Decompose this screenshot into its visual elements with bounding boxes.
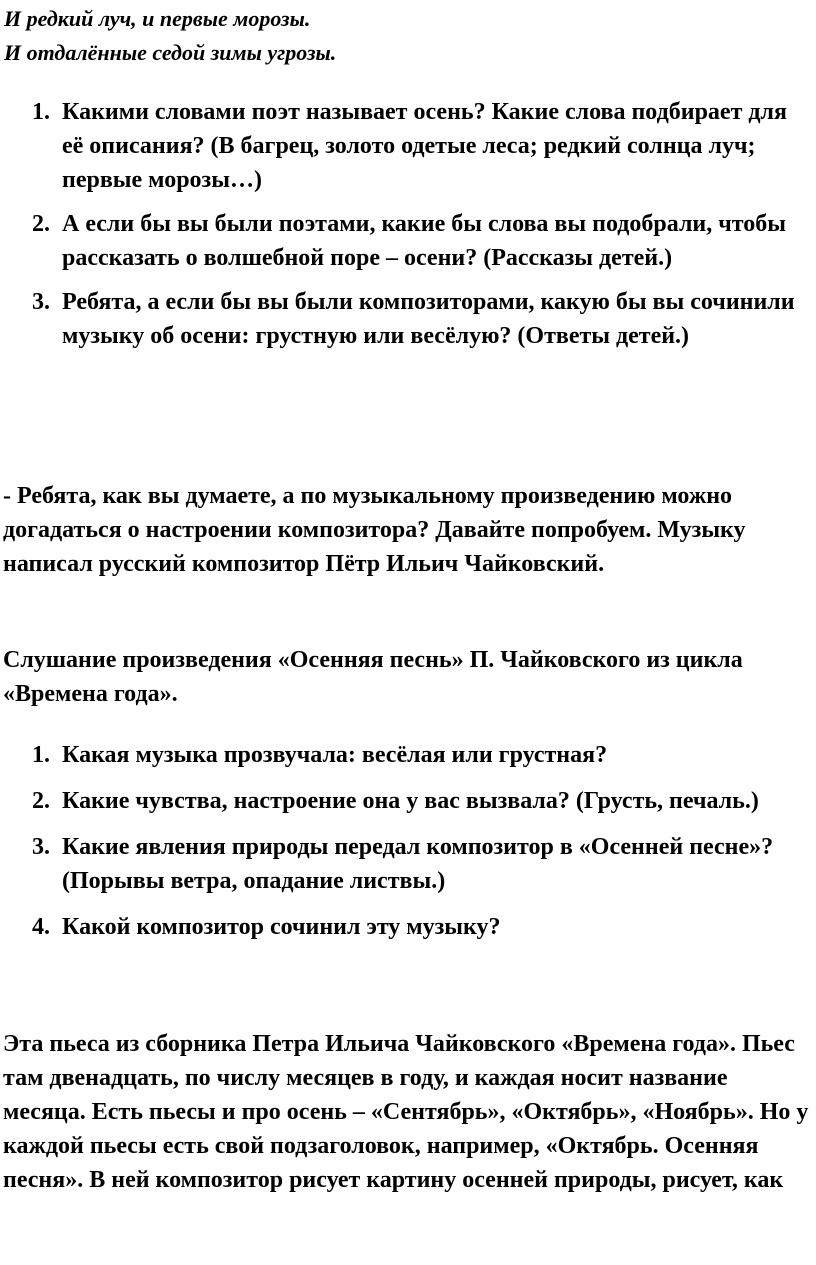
- paragraph-composer-intro: - Ребята, как вы думаете, а по музыкальному произведению можно догадаться о настроении композитора? Давайте попробуем. Музыку написал русский композитор Пётр Ильич Чайковский.: [3, 483, 746, 577]
- list-item-text: Какие явления природы передал композитор в «Осенней песне»? (Порывы ветра, опадание листвы.): [62, 834, 774, 894]
- list-item-text: Ребята, а если бы вы были композиторами, какую бы вы сочинили музыку об осени: грустную или весёлую? (Ответы детей.): [62, 289, 795, 349]
- list-item: [0, 738, 800, 772]
- list-item: [0, 95, 800, 197]
- poem-line: И редкий луч, и первые морозы.: [4, 6, 311, 31]
- list-item: [0, 830, 800, 898]
- list-item-text: Какие чувства, настроение она у вас вызвала? (Грусть, печаль.): [62, 788, 759, 814]
- list-item-text: А если бы вы были поэтами, какие бы слова вы подобрали, чтобы рассказать о волшебной поре – осени? (Рассказы детей.): [62, 211, 787, 271]
- list-item: [0, 207, 800, 275]
- list-item-text: Какая музыка прозвучала: весёлая или грустная?: [62, 742, 608, 768]
- list-item: [0, 784, 800, 818]
- question-list-poem: [0, 95, 800, 353]
- paragraph-listening: Слушание произведения «Осенняя песнь» П. Чайковского из цикла «Времена года».: [3, 647, 743, 707]
- list-item-text: Какой композитор сочинил эту музыку?: [62, 914, 501, 940]
- list-item-number: 1.: [32, 99, 50, 125]
- poem-excerpt: [4, 2, 336, 70]
- question-list-music: [0, 738, 800, 944]
- list-item: [0, 910, 800, 944]
- poem-line: И отдалённые седой зимы угрозы.: [4, 40, 337, 65]
- list-item-number: 3.: [32, 289, 50, 315]
- list-item-number: 4.: [32, 914, 50, 940]
- list-item-number: 2.: [32, 788, 50, 814]
- list-item-number: 2.: [32, 211, 50, 237]
- list-item-text: Какими словами поэт называет осень? Какие слова подбирает для её описания? (В багрец, золото одетые леса; редкий солнца луч; первые морозы…): [62, 99, 787, 193]
- list-item-number: 1.: [32, 742, 50, 768]
- list-item: [0, 285, 800, 353]
- paragraph-seasons-cycle: Эта пьеса из сборника Петра Ильича Чайковского «Времена года». Пьес там двенадцать, по числу месяцев в году, и каждая носит название месяца. Есть пьесы и про осень – «Сентябрь», «Октябрь», «Ноябрь». Но у каждой пьесы есть свой подзаголовок, например, «Октябрь. Осенняя песня». В ней композитор рисует картину осенней природы, рисует, как: [3, 1031, 809, 1193]
- list-item-number: 3.: [32, 834, 50, 860]
